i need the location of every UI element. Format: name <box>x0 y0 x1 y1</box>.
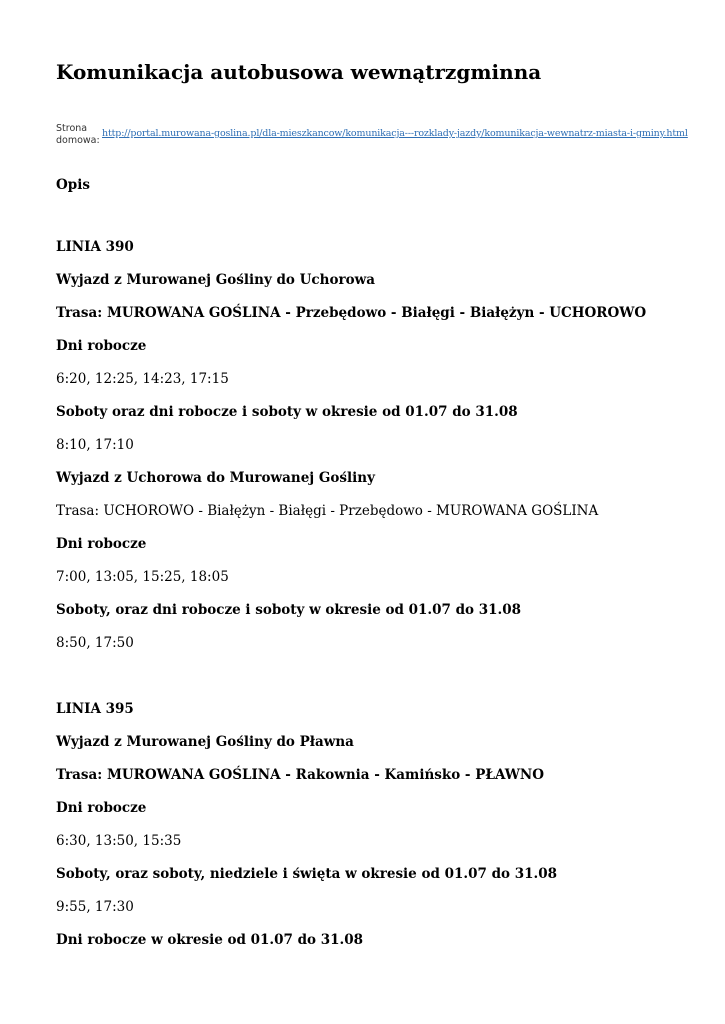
route-text: Trasa: MUROWANA GOŚLINA - Rakownia - Kamińsko - PŁAWNO <box>56 767 545 783</box>
line-name: LINIA 390 <box>56 239 134 255</box>
direction-heading: Wyjazd z Murowanej Gośliny do Pławna <box>56 734 354 750</box>
schedule-label: Dni robocze <box>56 800 147 816</box>
schedule-label: Dni robocze w okresie od 01.07 do 31.08 <box>56 932 364 948</box>
schedule-times: 6:30, 13:50, 15:35 <box>56 833 182 849</box>
schedule-label: Dni robocze <box>56 536 147 552</box>
line-name: LINIA 395 <box>56 701 134 717</box>
schedule-times: 6:20, 12:25, 14:23, 17:15 <box>56 371 229 387</box>
route-text: Trasa: UCHOROWO - Białężyn - Białęgi - Przebędowo - MUROWANA GOŚLINA <box>56 503 599 519</box>
homepage-label: Strona domowa: <box>56 123 100 146</box>
route-text: Trasa: MUROWANA GOŚLINA - Przebędowo - Białęgi - Białężyn - UCHOROWO <box>56 305 647 321</box>
homepage-row <box>56 123 688 147</box>
direction-heading: Wyjazd z Uchorowa do Murowanej Gośliny <box>56 470 375 486</box>
schedule-label: Soboty, oraz soboty, niedziele i święta w okresie od 01.07 do 31.08 <box>56 866 558 882</box>
homepage-link[interactable]: http://portal.murowana-goslina.pl/dla-mieszkancow/komunikacja---rozklady-jazdy/komunikacja-wewnatrz-miasta-i-gminy.html <box>102 128 688 139</box>
schedule-times: 8:50, 17:50 <box>56 635 134 651</box>
schedule-times: 8:10, 17:10 <box>56 437 134 453</box>
section-title-opis: Opis <box>56 177 90 193</box>
section-spacer <box>56 666 696 699</box>
schedule-times: 9:55, 17:30 <box>56 899 134 915</box>
page-title: Komunikacja autobusowa wewnątrzgminna <box>56 60 542 84</box>
description-content <box>56 237 696 963</box>
schedule-times: 7:00, 13:05, 15:25, 18:05 <box>56 569 229 585</box>
schedule-label: Soboty, oraz dni robocze i soboty w okresie od 01.07 do 31.08 <box>56 602 522 618</box>
schedule-label: Soboty oraz dni robocze i soboty w okresie od 01.07 do 31.08 <box>56 404 518 420</box>
direction-heading: Wyjazd z Murowanej Gośliny do Uchorowa <box>56 272 375 288</box>
schedule-label: Dni robocze <box>56 338 147 354</box>
